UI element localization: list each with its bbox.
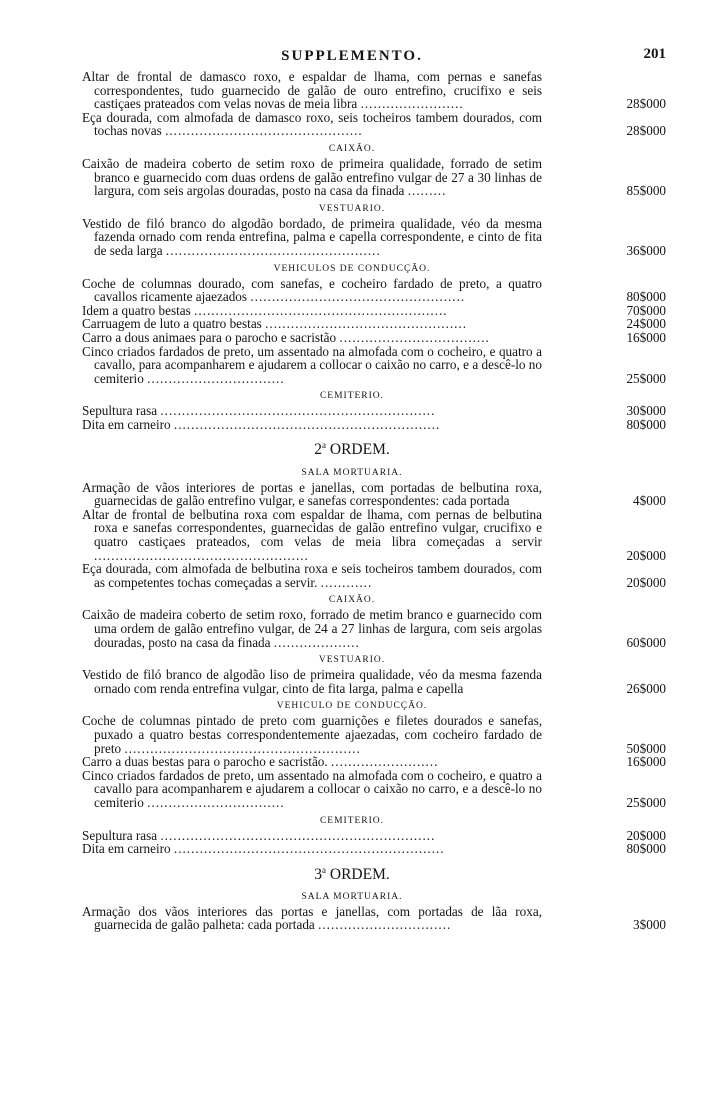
price-entry [82,841,666,857]
first-order-vestuario-list [82,215,666,258]
entry-text: Eça dourada, com almofada de belbutina roxa e seis tocheiros tambem dourados, com as competentes tochas começadas a servir. [82,561,542,590]
dot-leaders: ................................ [147,794,285,810]
price-entry [82,903,666,933]
price-entry [82,302,666,318]
entry-text: Cinco criados fardados de preto, um assentado na almofada com o cocheiro, e quatro a cavallo para acompanharem e ajudarem a collocar o caixão no carro, e a descê-lo no cemiterio [82,767,542,810]
entry-text: Idem a quatro bestas [82,302,191,318]
dot-leaders: ......................... [331,754,439,770]
entry-price: 16$000 [626,754,666,770]
entry-price: 80$000 [626,416,666,432]
dot-leaders: ................................... [339,329,490,345]
entry-description [82,608,622,649]
entry-price: 80$000 [626,289,666,305]
entry-text: Sepultura rasa [82,403,158,419]
price-entry [82,767,666,810]
section-heading-sala-mortuaria: SALA MORTUARIA. [301,467,403,478]
entry-description [82,769,622,810]
dot-leaders: .................................................. [165,242,381,258]
third-order-sala-list [82,903,666,933]
second-order-caixao-list [82,607,666,650]
first-order-veiculos-list [82,275,666,386]
first-order-caixao-list [82,155,666,199]
order-word: ORDEM. [329,441,390,459]
price-entry [82,827,666,843]
document-page [82,46,666,933]
entry-description [82,829,622,843]
section-heading-vestuario: VESTUARIO. [318,203,386,214]
order-ordinal: a [322,864,326,875]
entry-description [82,418,622,432]
price-entry [82,713,666,756]
entry-description [82,905,622,932]
entry-price: 30$000 [626,403,666,419]
entry-price: 25$000 [626,794,666,810]
entry-description [82,70,622,111]
order-number: 3 [314,865,322,883]
dot-leaders: .............................................. [165,123,363,139]
section-heading-vestuario: VESTUARIO. [318,655,386,666]
dot-leaders: ........................................................... [194,302,448,318]
price-entry [82,215,666,258]
entry-text: Coche de columnas dourado, com sanefas, e cocheiro fardado de preto, a quatro cavallos ricamente ajaezados [82,275,542,305]
entry-price: 26$000 [626,680,666,696]
section-heading-caixao: CAIXÃO. [328,595,376,606]
entry-text: Cinco criados fardados de preto, um assentado na almofada com o cocheiro, e quatro a cavallo, para acompanharem e ajudarem a collocar o caixão no carro, e a descê-lo no cemiterio [82,343,542,386]
entry-description [82,217,622,258]
order-ordinal: a [322,440,326,451]
entry-price: 20$000 [626,574,666,590]
dot-leaders: ................................ [147,370,285,386]
entry-text: Caixão de madeira coberto de setim roxo, forrado de metim branco e guarnecido com uma ordem de galão entrefino vulgar, de 24 a 27 linhas de largura, com seis argolas douradas, posto na casa da finada [82,607,542,650]
section-heading-caixao: CAIXÃO. [328,143,376,154]
entry-text: Dita em carneiro [82,841,171,857]
entry-price: 70$000 [626,302,666,318]
first-order-sala-list [82,69,666,139]
entry-description [82,562,622,589]
price-entry [82,479,666,509]
dot-leaders: ............................................................... [173,841,445,857]
price-entry [82,109,666,139]
entry-price: 20$000 [626,547,666,563]
entry-description [82,755,622,769]
page-number: 201 [643,46,666,62]
price-entry [82,416,666,432]
entry-text: Eça dourada, com almofada de damasco roxo, seis tocheiros tambem dourados, com tochas novas [82,109,542,139]
dot-leaders: ....................................................... [124,740,361,756]
entry-text: Altar de frontal de damasco roxo, e espaldar de lhama, com pernas e sanefas correspondentes, tudo guarnecido de galão de ouro entrefino, crucifixo e seis castiçaes prateados com velas novas de meia libra [82,69,542,112]
entry-price: 28$000 [626,96,666,112]
price-entry [82,343,666,386]
entry-text: Coche de columnas pintado de preto com guarnições e filetes dourados e sanefas, puxado a quatro bestas correspondentemente ajaezadas, com cocheiro fardado de preto [82,713,542,756]
price-entry [82,561,666,590]
entry-description [82,157,622,198]
dot-leaders: .................... [273,634,360,650]
section-heading-cemiterio: CEMITERIO. [319,391,385,402]
entry-price: 20$000 [626,827,666,843]
price-entry [82,329,666,345]
second-order-sala-list [82,479,666,590]
second-order-cemiterio-list [82,827,666,857]
entry-description [82,304,622,318]
entry-description [82,714,622,755]
dot-leaders: .............................................................. [173,416,441,432]
dot-leaders: ........................ [360,96,464,112]
entry-price: 4$000 [633,493,666,509]
entry-description [82,345,622,386]
entry-description [82,481,622,508]
dot-leaders: ............................................... [265,316,468,332]
entry-price: 3$000 [633,917,666,933]
dot-leaders: .................................................. [250,289,466,305]
price-entry [82,607,666,650]
entry-description [82,508,622,562]
entry-text: Carruagem de luto a quatro bestas [82,316,262,332]
dot-leaders: .................................................. [94,547,309,563]
price-entry [82,69,666,112]
section-heading-veiculo: VEHICULO DE CONDUCÇÃO. [276,701,428,712]
dot-leaders: ......... [407,183,447,199]
section-heading-sala-mortuaria: SALA MORTUARIA. [301,891,403,902]
entry-description [82,317,622,331]
entry-price: 28$000 [626,123,666,139]
price-entry [82,754,666,770]
entry-price: 60$000 [626,634,666,650]
order-word: ORDEM. [329,865,390,883]
section-heading-veiculos: VEHICULOS DE CONDUCÇÃO. [273,263,431,274]
price-entry [82,506,666,563]
entry-text: Armação de vãos interiores de portas e janellas, com portadas de belbutina roxa, guarnecidas de galão entrefino vulgar, e sanefas correspondentes: cada portada [82,479,542,509]
order-heading-third [82,865,622,884]
price-entry [82,316,666,332]
entry-description [82,111,622,138]
second-order-vestuario-list [82,667,666,696]
order-number: 2 [314,441,322,459]
entry-text: Carro a dous animaes para o parocho e sacristão [82,329,337,345]
entry-text: Dita em carneiro [82,416,171,432]
first-order-cemiterio-list [82,403,666,432]
entry-description [82,404,622,418]
price-entry [82,275,666,305]
order-heading-second [82,440,622,459]
section-heading-cemiterio: CEMITERIO. [319,815,385,826]
entry-text: Carro a duas bestas para o parocho e sacristão. [82,754,328,770]
price-entry [82,403,666,419]
entry-text: Vestido de filó branco do algodão bordado, de primeira qualidade, véo da mesma fazenda ornado com renda entrefina, palma e capella correspondente, e cinto de fita de seda larga [82,215,542,258]
price-entry [82,667,666,696]
entry-text: Sepultura rasa [82,827,158,843]
entry-text: Altar de frontal de belbutina roxa com espaldar de lhama, com pernas de belbutina roxa e sanefas correspondentes, guarnecidas de galão entrefino vulgar, crucifixo e quatro castiçaes prateados, com velas de meia libra começadas a servir [82,506,542,549]
entry-price: 25$000 [626,370,666,386]
second-order-veiculo-list [82,713,666,810]
entry-description [82,842,622,856]
entry-price: 85$000 [626,183,666,199]
entry-description [82,277,622,304]
entry-description [82,331,622,345]
entry-description [82,668,622,695]
entry-text: Caixão de madeira coberto de setim roxo de primeira qualidade, forrado de setim branco e guarnecido com duas ordens de galão entrefino vulgar de 27 a 30 linhas de largura, com seis argolas douradas, posto na casa da finada [82,155,542,199]
dot-leaders: ............................... [318,917,452,933]
running-head [82,46,666,70]
dot-leaders: ................................................................ [160,827,436,843]
dot-leaders: ............ [320,574,373,590]
dot-leaders: ................................................................ [160,403,436,419]
entry-text: Vestido de filó branco de algodão liso de primeira qualidade, véo da mesma fazenda ornado com renda entrefina vulgar, cinto de fita larga, palma e capella [82,667,542,696]
entry-price: 24$000 [626,316,666,332]
entry-price: 36$000 [626,242,666,258]
entry-price: 16$000 [626,329,666,345]
entry-price: 50$000 [626,740,666,756]
entry-price: 80$000 [626,841,666,857]
price-entry [82,155,666,199]
running-title: SUPPLEMENTO. [281,48,423,64]
entry-text: Armação dos vãos interiores das portas e janellas, com portadas de lãa roxa, guarnecida de galão palheta: cada portada [82,903,542,933]
